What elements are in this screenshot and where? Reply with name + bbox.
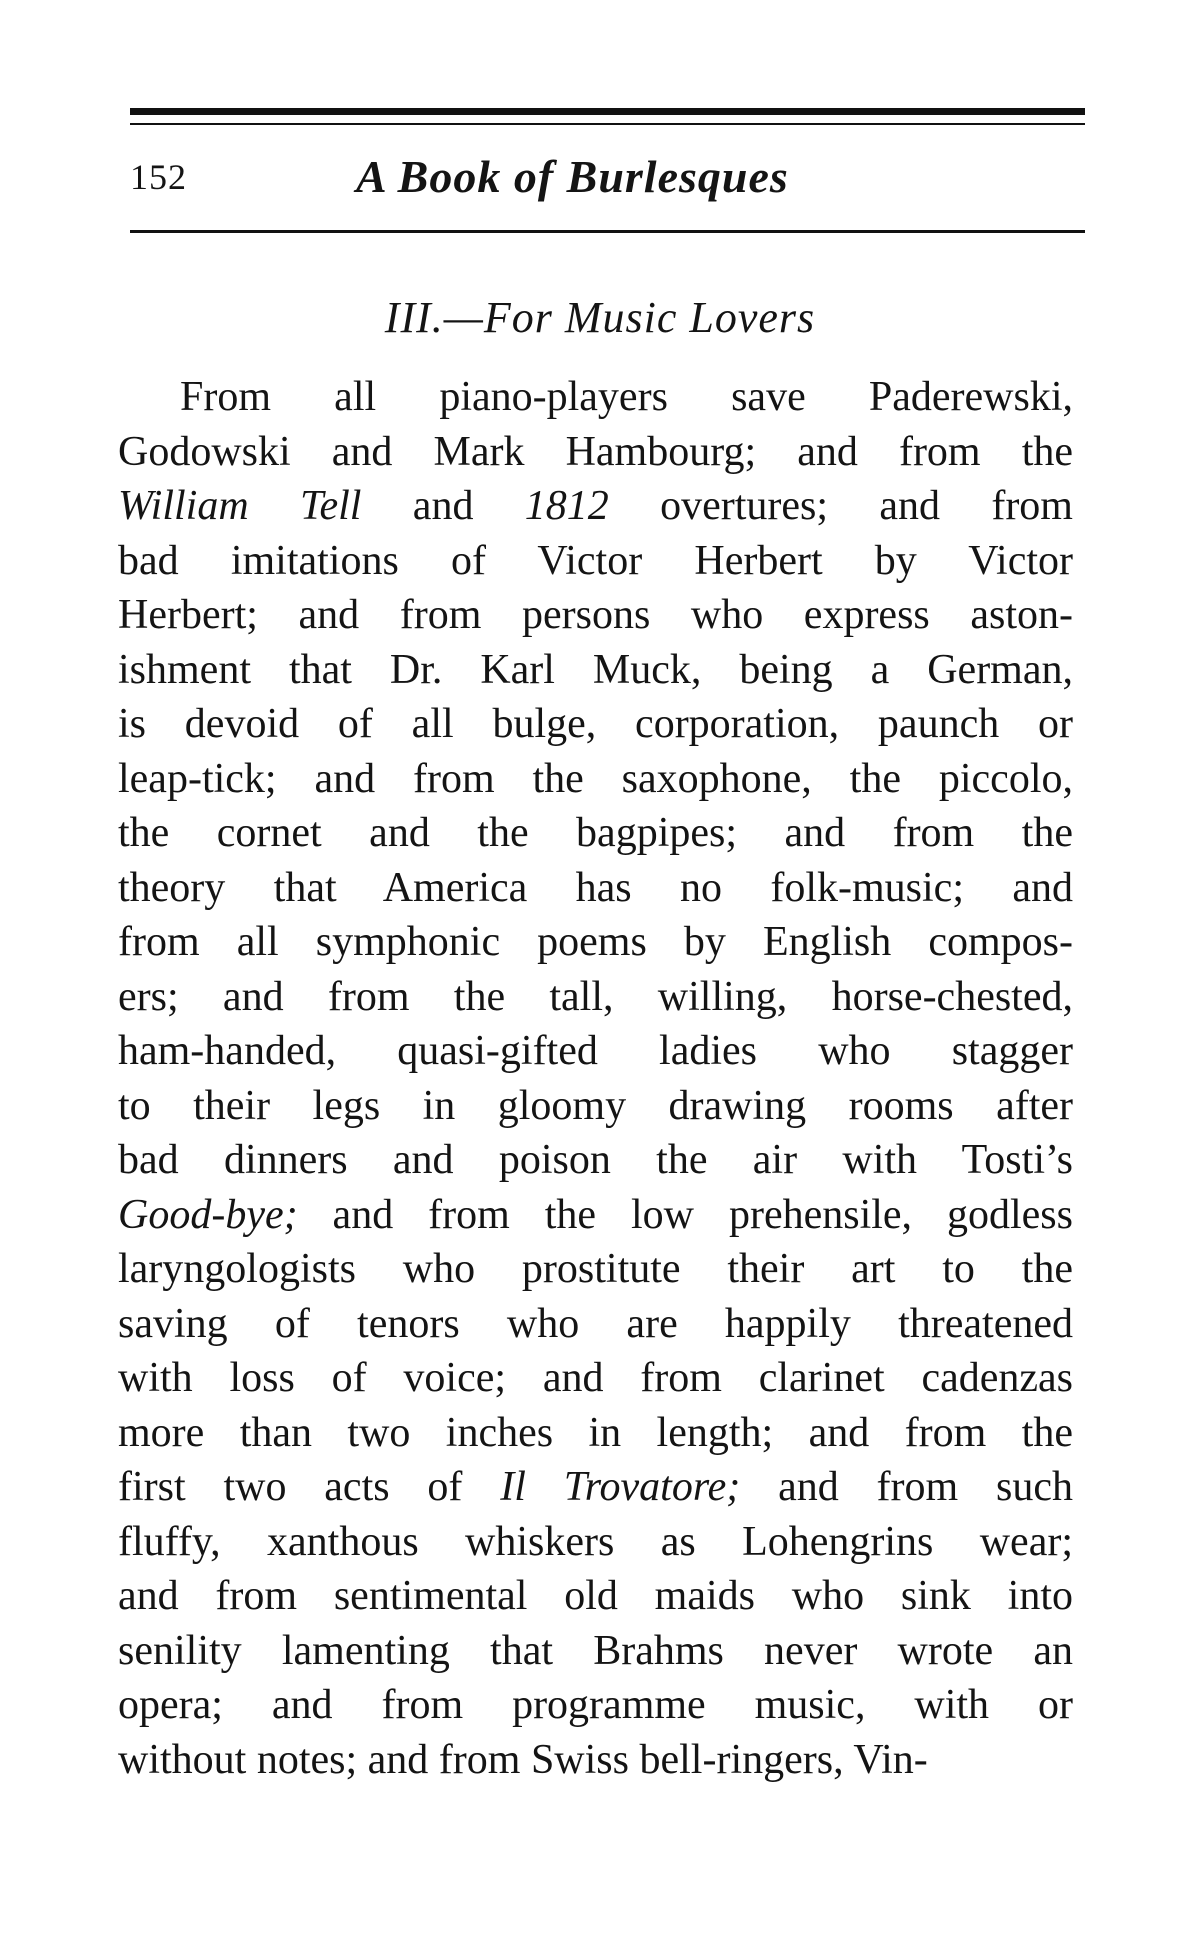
text-segment: first two acts of [118,1464,501,1510]
text-segment: opera; and from programme music, with or [118,1682,1073,1728]
text-segment: the cornet and the bagpipes; and from the [118,810,1073,856]
text-segment: saving of tenors who are happily threatened [118,1300,1073,1347]
text-line [118,1733,1073,1788]
text-segment: ham-handed, quasi-gifted ladies who stagger [118,1028,1073,1074]
text-segment: bad dinners and poison the air with Tosti’s [118,1137,1073,1183]
text-segment: with loss of voice; and from clarinet cadenzas [118,1355,1073,1401]
italic-title-text: 1812 [524,483,609,529]
text-segment: laryngologists who prostitute their art to the [118,1246,1073,1292]
text-segment: and from sentimental old maids who sink into [118,1573,1073,1619]
text-line [118,806,1073,861]
text-segment: ers; and from the tall, willing, horse-chested, [118,973,1073,1020]
text-line [118,1079,1073,1134]
text-segment: to their legs in gloomy drawing rooms after [118,1082,1073,1129]
text-line [118,1242,1073,1297]
text-line [118,1297,1073,1352]
text-line [118,752,1073,807]
text-line [118,588,1073,643]
text-line [118,1678,1073,1733]
text-segment: and from such [740,1464,1073,1510]
text-segment: without notes; and from Swiss bell-ringers, Vin- [118,1736,928,1783]
text-line [118,1406,1073,1461]
section-title: III.—For Music Lovers [384,293,816,342]
text-segment: bad imitations of Victor Herbert by Victor [118,537,1073,584]
running-header [130,150,1085,220]
text-segment: Godowski and Mark Hambourg; and from the [118,428,1073,475]
header-rule-bottom [130,230,1085,233]
text-segment: leap-tick; and from the saxophone, the piccolo, [118,755,1073,802]
text-line [118,1460,1073,1515]
text-line [118,1569,1073,1624]
header-rule-thin [130,123,1085,125]
text-line [118,1351,1073,1406]
text-line [118,425,1073,480]
text-line [118,479,1073,534]
running-title: A Book of Burlesques [356,151,789,202]
text-line [118,643,1073,698]
text-line [118,697,1073,752]
text-segment: From all piano-players save Paderewski, [180,374,1073,420]
text-segment: and [361,483,525,529]
text-line [118,970,1073,1025]
text-line [118,861,1073,916]
text-segment: senility lamenting that Brahms never wrote an [118,1627,1073,1674]
body-text [118,370,1073,1787]
text-segment: overtures; and from [608,483,1073,529]
text-segment: and from the low prehensile, godless [297,1191,1073,1238]
text-line [118,915,1073,970]
text-line [118,534,1073,589]
text-line [118,1515,1073,1570]
text-line [118,1024,1073,1079]
italic-title-text: Il Trovatore; [500,1464,741,1510]
text-segment: fluffy, xanthous whiskers as Lohengrins wear; [118,1518,1073,1565]
text-segment: more than two inches in length; and from the [118,1409,1073,1456]
text-line [118,1188,1073,1243]
text-segment: is devoid of all bulge, corporation, paunch or [118,701,1073,747]
italic-title-text: Good-bye; [118,1191,298,1238]
italic-title-text: William Tell [118,483,362,529]
text-segment: Herbert; and from persons who express aston- [118,592,1073,638]
text-segment: ishment that Dr. Karl Muck, being a German, [118,646,1073,693]
header-rule-thick [130,108,1085,115]
text-line [118,1133,1073,1188]
text-segment: theory that America has no folk-music; and [118,864,1073,911]
text-segment: from all symphonic poems by English compos- [118,919,1073,965]
text-line [118,370,1073,425]
text-line [118,1624,1073,1679]
page-number: 152 [130,157,187,197]
